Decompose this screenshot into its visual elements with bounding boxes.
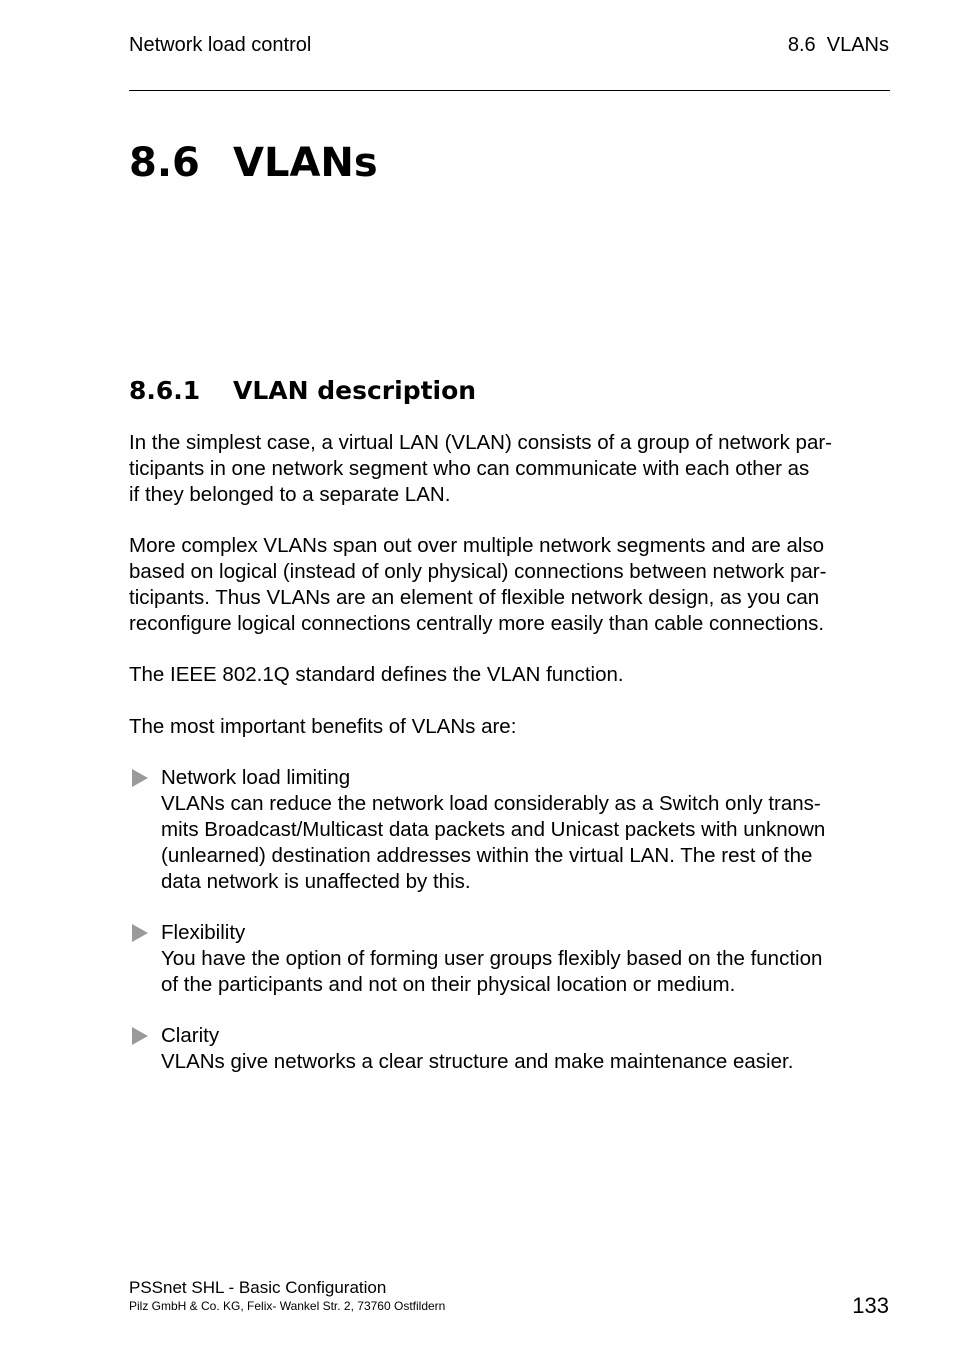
paragraph-line: ticipants in one network segment who can communicate with each other as: [129, 457, 810, 480]
benefit-item: [161, 920, 891, 998]
paragraph-complex-vlans: [129, 533, 891, 637]
running-header-left: Network load control: [129, 34, 312, 56]
benefit-item: [161, 1023, 891, 1075]
benefit-line: mits Broadcast/Multicast data packets and Unicast packets with unknown: [161, 818, 826, 841]
chapter-heading: [129, 138, 378, 188]
benefit-line: data network is unaffected by this.: [161, 870, 471, 893]
chapter-title: VLANs: [233, 140, 378, 186]
triangle-right-icon: [132, 769, 148, 787]
paragraph-line: based on logical (instead of only physical) connections between network par-: [129, 560, 827, 583]
paragraph-line: if they belonged to a separate LAN.: [129, 483, 451, 506]
benefit-line: (unlearned) destination addresses within the virtual LAN. The rest of the: [161, 844, 813, 867]
paragraph-line: reconfigure logical connections centrally more easily than cable connections.: [129, 612, 825, 635]
triangle-right-icon: [132, 924, 148, 942]
paragraph-line: The IEEE 802.1Q standard defines the VLAN function.: [129, 663, 624, 686]
paragraph-benefits-intro: [129, 714, 891, 740]
benefit-line: You have the option of forming user groups flexibly based on the function: [161, 947, 823, 970]
benefit-line: VLANs give networks a clear structure and make maintenance easier.: [161, 1050, 794, 1073]
footer-address: Pilz GmbH & Co. KG, Felix- Wankel Str. 2, 73760 Ostfildern: [129, 1299, 446, 1313]
header-divider: [129, 90, 890, 91]
running-header-right: 8.6 VLANs: [787, 34, 889, 56]
paragraph-line: The most important benefits of VLANs are:: [129, 715, 517, 738]
chapter-number: 8.6: [129, 140, 200, 186]
benefit-title: Clarity: [161, 1024, 220, 1047]
triangle-right-icon: [132, 1027, 148, 1045]
section-title: VLAN description: [233, 376, 477, 405]
paragraph-line: ticipants. Thus VLANs are an element of flexible network design, as you can: [129, 586, 820, 609]
benefit-line: VLANs can reduce the network load considerably as a Switch only trans-: [161, 792, 821, 815]
section-number: 8.6.1: [129, 376, 201, 405]
benefit-title: Network load limiting: [161, 766, 351, 789]
benefit-item: [161, 765, 891, 895]
benefit-title: Flexibility: [161, 921, 246, 944]
section-heading: [129, 374, 476, 408]
paragraph-intro: [129, 430, 891, 508]
page-number: 133: [852, 1293, 889, 1318]
paragraph-line: In the simplest case, a virtual LAN (VLAN) consists of a group of network par-: [129, 431, 832, 454]
paragraph-standard: [129, 662, 891, 688]
benefit-line: of the participants and not on their physical location or medium.: [161, 973, 736, 996]
paragraph-line: More complex VLANs span out over multiple network segments and are also: [129, 534, 825, 557]
footer-document-title: PSSnet SHL - Basic Configuration: [129, 1278, 387, 1297]
